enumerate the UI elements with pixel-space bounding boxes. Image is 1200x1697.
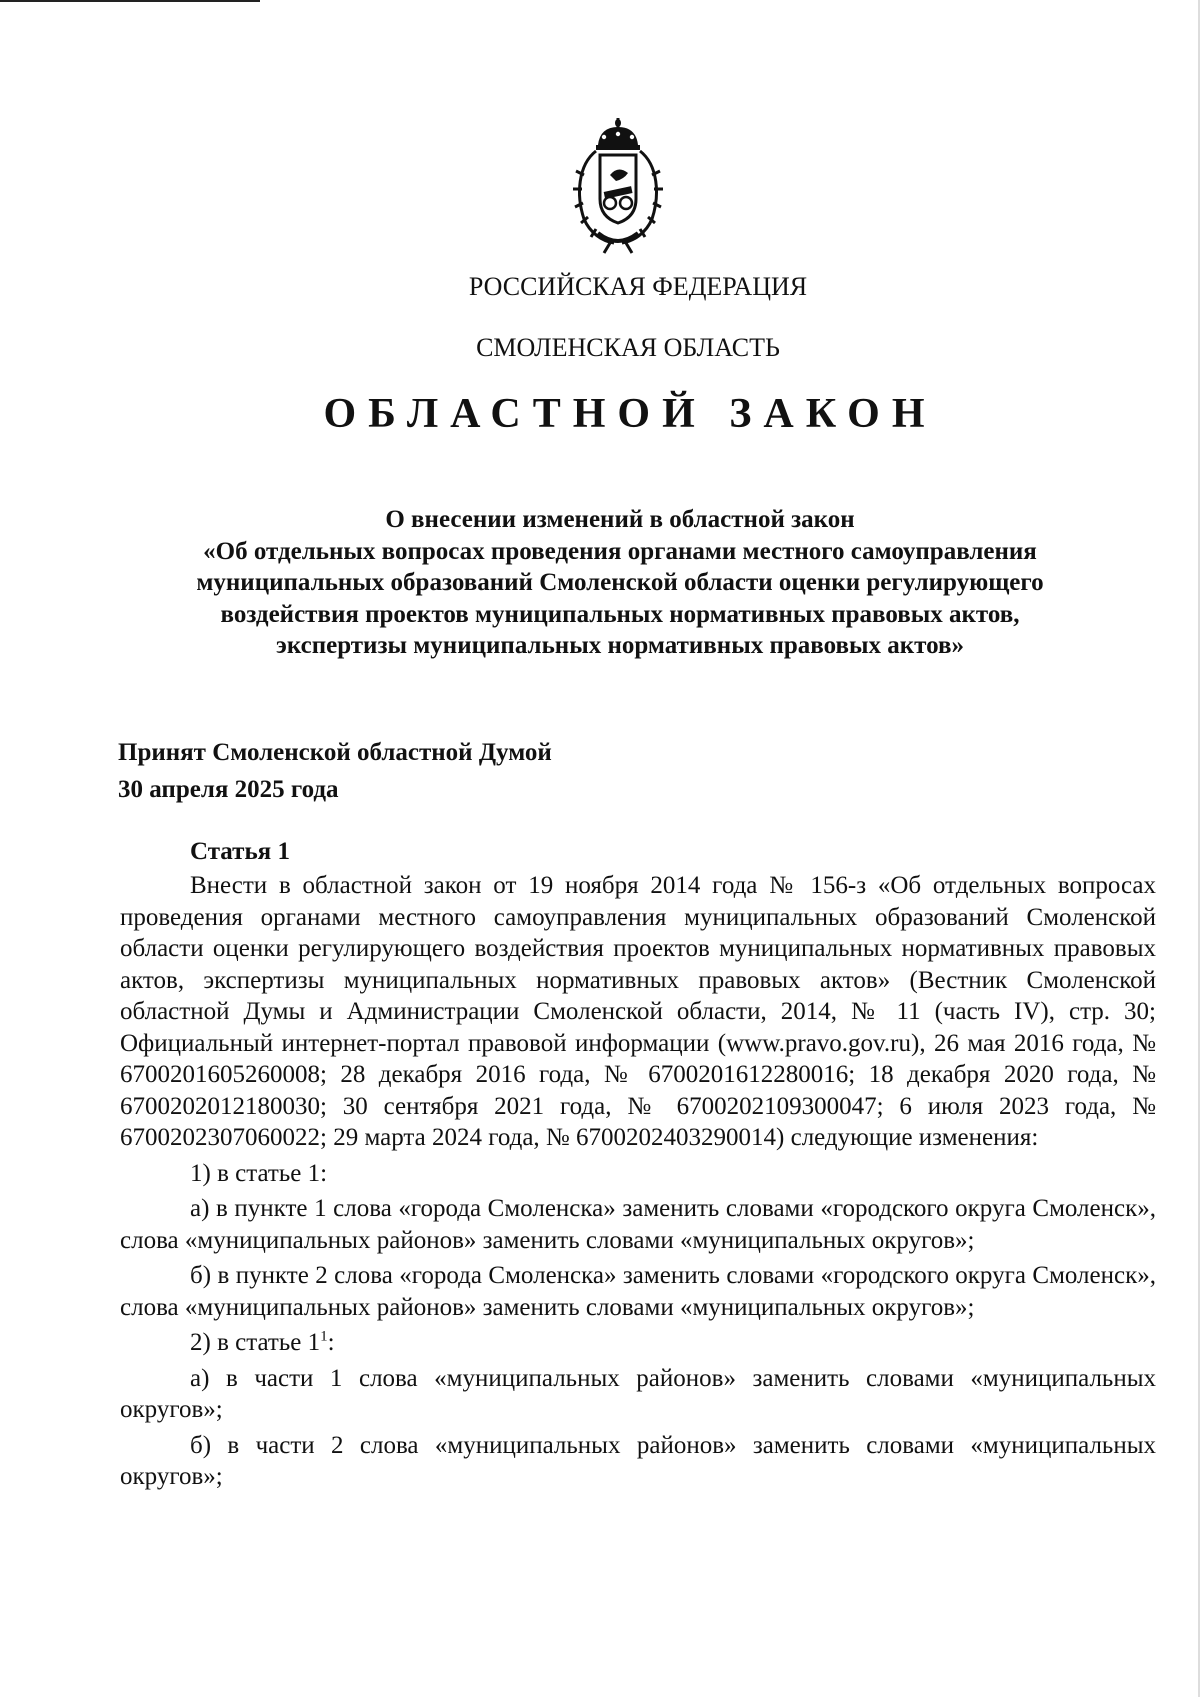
list-item bbox=[120, 1327, 1156, 1359]
adoption-note bbox=[118, 734, 552, 808]
law-title-line: муниципальных образований Смоленской области оценки регулирующего bbox=[196, 569, 1044, 596]
document-type-heading: ОБЛАСТНОЙ ЗАКОН bbox=[323, 391, 937, 437]
superscript: 1 bbox=[320, 1328, 328, 1345]
list-item: а) в пункте 1 слова «города Смоленска» заменить словами «городского округа Смоленск», слова «муниципальных районов» заменить словами «муниципальных округов»; bbox=[120, 1195, 1156, 1254]
law-title bbox=[140, 504, 1100, 662]
law-title-line: «Об отдельных вопросах проведения органами местного самоуправления bbox=[203, 537, 1037, 565]
adoption-date: 30 апреля 2025 года bbox=[118, 776, 339, 803]
adoption-body: Принят Смоленской областной Думой bbox=[118, 739, 552, 766]
law-title-line: О внесении изменений в областной закон bbox=[385, 506, 855, 533]
list-item-colon: : bbox=[327, 1329, 335, 1356]
region-heading: СМОЛЕНСКАЯ ОБЛАСТЬ bbox=[476, 333, 780, 362]
article-heading: Статья 1 bbox=[190, 838, 290, 865]
law-title-line: воздействия проектов муниципальных нормативных правовых актов, bbox=[220, 600, 1020, 628]
country-heading: РОССИЙСКАЯ ФЕДЕРАЦИЯ bbox=[468, 272, 808, 301]
list-item: б) в части 2 слова «муниципальных районов» заменить словами «муниципальных округов»; bbox=[120, 1431, 1156, 1490]
article-body bbox=[120, 858, 1156, 1493]
law-title-line: экспертизы муниципальных нормативных правовых актов» bbox=[276, 632, 964, 659]
coat-of-arms-icon bbox=[570, 115, 666, 255]
scan-edge-line bbox=[0, 0, 260, 2]
list-item: а) в части 1 слова «муниципальных районов» заменить словами «муниципальных округов»; bbox=[120, 1364, 1156, 1423]
list-item: 1) в статье 1: bbox=[190, 1159, 328, 1187]
list-item: б) в пункте 2 слова «города Смоленска» заменить словами «городского округа Смоленск», слова «муниципальных районов» заменить словами «муниципальных округов»; bbox=[120, 1262, 1156, 1321]
list-item-text: 2) в статье 1 bbox=[190, 1329, 321, 1356]
article-intro-paragraph: Внести в областной закон от 19 ноября 2014 года № 156-з «Об отдельных вопросах проведения органами местного самоуправления муниципальных образований Смоленской области оценки регулирующего воздействия проектов муниципальных нормативных правовых актов, экспертизы муниципальных нормативных правовых актов» (Вестник Смоленской областной Думы и Администрации Смоленской области, 2014, № 11 (часть IV), стр. 30; Официальный интернет-портал правовой информации (www.pravo.gov.ru), 26 мая 2016 года, № 6700201605260008; 28 декабря 2016 года, № 6700201612280016; 18 декабря 2020 года, № 6700202012180030; 30 сентября 2021 года, № 6700202109300047; 6 июля 2023 года, № 6700202307060022; 29 марта 2024 года, № 6700202403290014) следующие изменения: bbox=[120, 872, 1156, 1151]
